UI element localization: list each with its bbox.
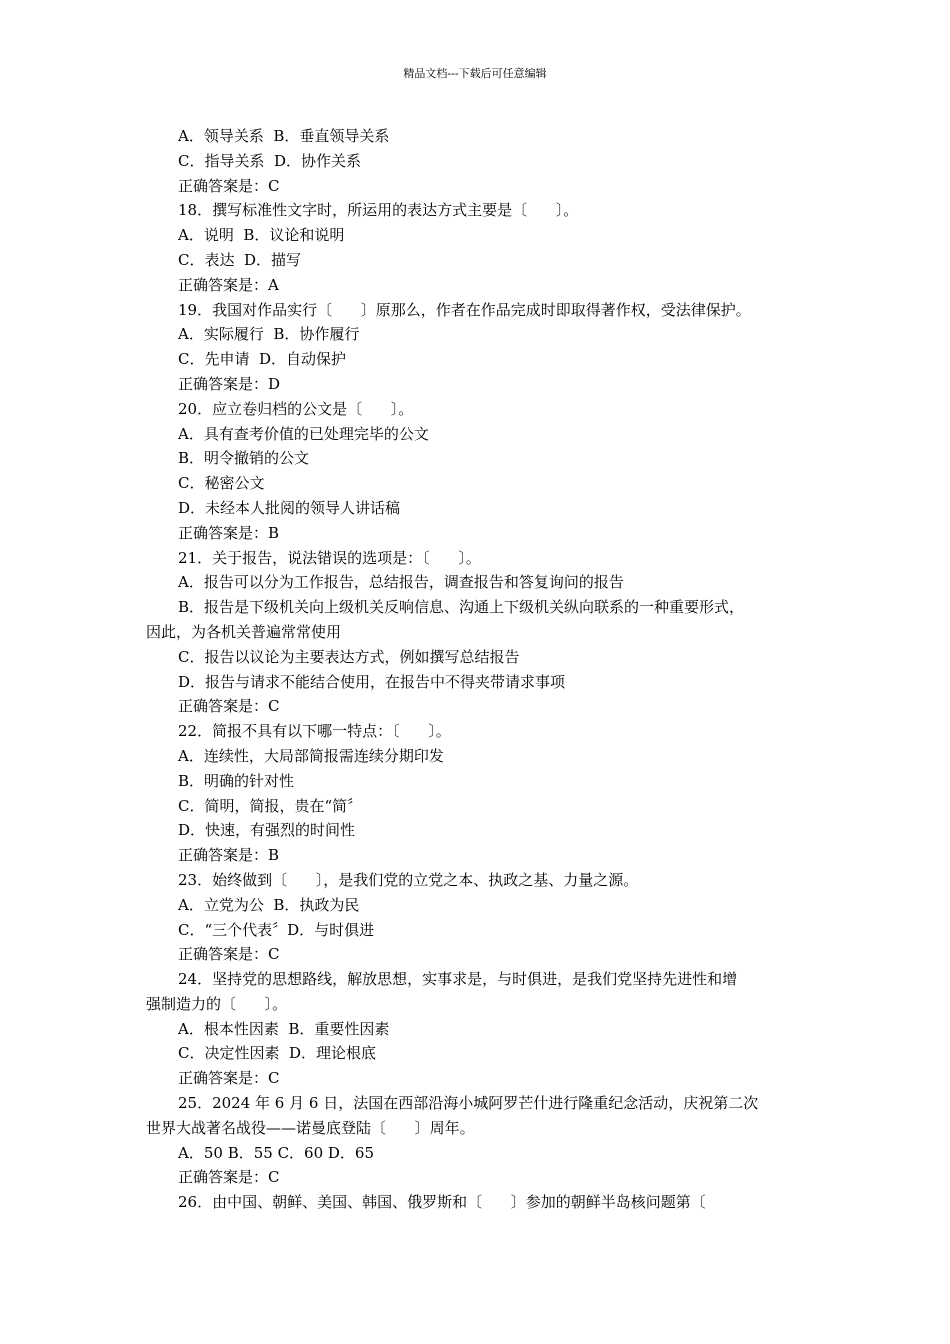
text-line: A．具有查考价值的已处理完毕的公文 — [178, 424, 429, 443]
text-line: D．报告与请求不能结合使用，在报告中不得夹带请求事项 — [178, 672, 566, 691]
text-line: C．决定性因素 D．理论根底 — [178, 1044, 377, 1063]
document-body — [146, 124, 826, 1215]
text-line: D．未经本人批阅的领导人讲话稿 — [178, 498, 401, 517]
text-line: 23．始终做到〔 〕，是我们党的立党之本、执政之基、力量之源。 — [178, 870, 639, 889]
text-line: C．表达 D．描写 — [178, 250, 302, 269]
text-line: A．50 B．55 C．60 D．65 — [178, 1143, 375, 1162]
text-line: A．领导关系 B．垂直领导关系 — [178, 127, 390, 145]
text-line: A．立党为公 B．执政为民 — [178, 895, 360, 914]
text-line: 世界大战著名战役——诺曼底登陆〔 〕周年。 — [146, 1118, 475, 1137]
text-line: A．实际履行 B．协作履行 — [178, 325, 360, 344]
text-line: C．指导关系 D．协作关系 — [178, 151, 362, 170]
text-line: 正确答案是：C — [178, 1069, 280, 1088]
text-line: 正确答案是：B — [178, 846, 280, 865]
text-line: D．快速，有强烈的时间性 — [178, 821, 356, 840]
text-line: A．说明 B．议论和说明 — [178, 226, 345, 245]
text-line: 正确答案是：B — [178, 523, 280, 542]
text-line: 20．应立卷归档的公文是〔 〕。 — [178, 399, 414, 418]
text-line: 正确答案是：D — [178, 374, 281, 393]
text-line: 正确答案是：C — [178, 176, 280, 195]
text-line: 强制造力的〔 〕。 — [146, 994, 288, 1013]
text-line: 正确答案是：A — [178, 275, 279, 294]
text-line: 正确答案是：C — [178, 1168, 280, 1187]
text-line: A．连续性，大局部简报需连续分期印发 — [178, 746, 444, 765]
text-line: 19．我国对作品实行〔 〕原那么，作者在作品完成时即取得著作权，受法律保护。 — [178, 300, 751, 319]
text-line: 18．撰写标准性文字时，所运用的表达方式主要是〔 〕。 — [178, 201, 579, 220]
text-line: C．报告以议论为主要表达方式，例如撰写总结报告 — [178, 647, 520, 666]
text-line: A．报告可以分为工作报告，总结报告，调查报告和答复询问的报告 — [178, 573, 624, 592]
text-line: A．根本性因素 B．重要性因素 — [178, 1019, 390, 1038]
text-line: 26．由中国、朝鲜、美国、韩国、俄罗斯和〔 〕参加的朝鲜半岛核问题第〔 — [178, 1193, 706, 1212]
text-line: 25．2024 年 6 月 6 日，法国在西部沿海小城阿罗芒什进行隆重纪念活动，庆祝第二次 — [178, 1094, 759, 1113]
text-line: 22．简报不具有以下哪一特点：〔 〕。 — [178, 722, 451, 741]
text-line: 正确答案是：C — [178, 945, 280, 964]
text-line: B．报告是下级机关向上级机关反响信息、沟通上下级机关纵向联系的一种重要形式， — [178, 598, 745, 617]
text-line: 21．关于报告，说法错误的选项是：〔 〕。 — [178, 548, 481, 567]
text-line: 因此，为各机关普遍常常使用 — [146, 622, 342, 641]
text-line: C．简明，简报，贵在“简〞 — [178, 796, 363, 815]
text-line: 正确答案是：C — [178, 697, 280, 716]
text-line: C．秘密公文 — [178, 474, 265, 493]
text-line: C．“三个代表〞D．与时俱进 — [178, 920, 375, 939]
text-line: C．先申请 D．自动保护 — [178, 350, 347, 369]
page-header: 精品文档---下载后可任意编辑 — [403, 67, 547, 80]
text-line: 24．坚持党的思想路线，解放思想，实事求是，与时俱进，是我们党坚持先进性和增 — [178, 970, 738, 989]
text-line: B．明令撤销的公文 — [178, 449, 310, 468]
text-line: B．明确的针对性 — [178, 771, 295, 790]
